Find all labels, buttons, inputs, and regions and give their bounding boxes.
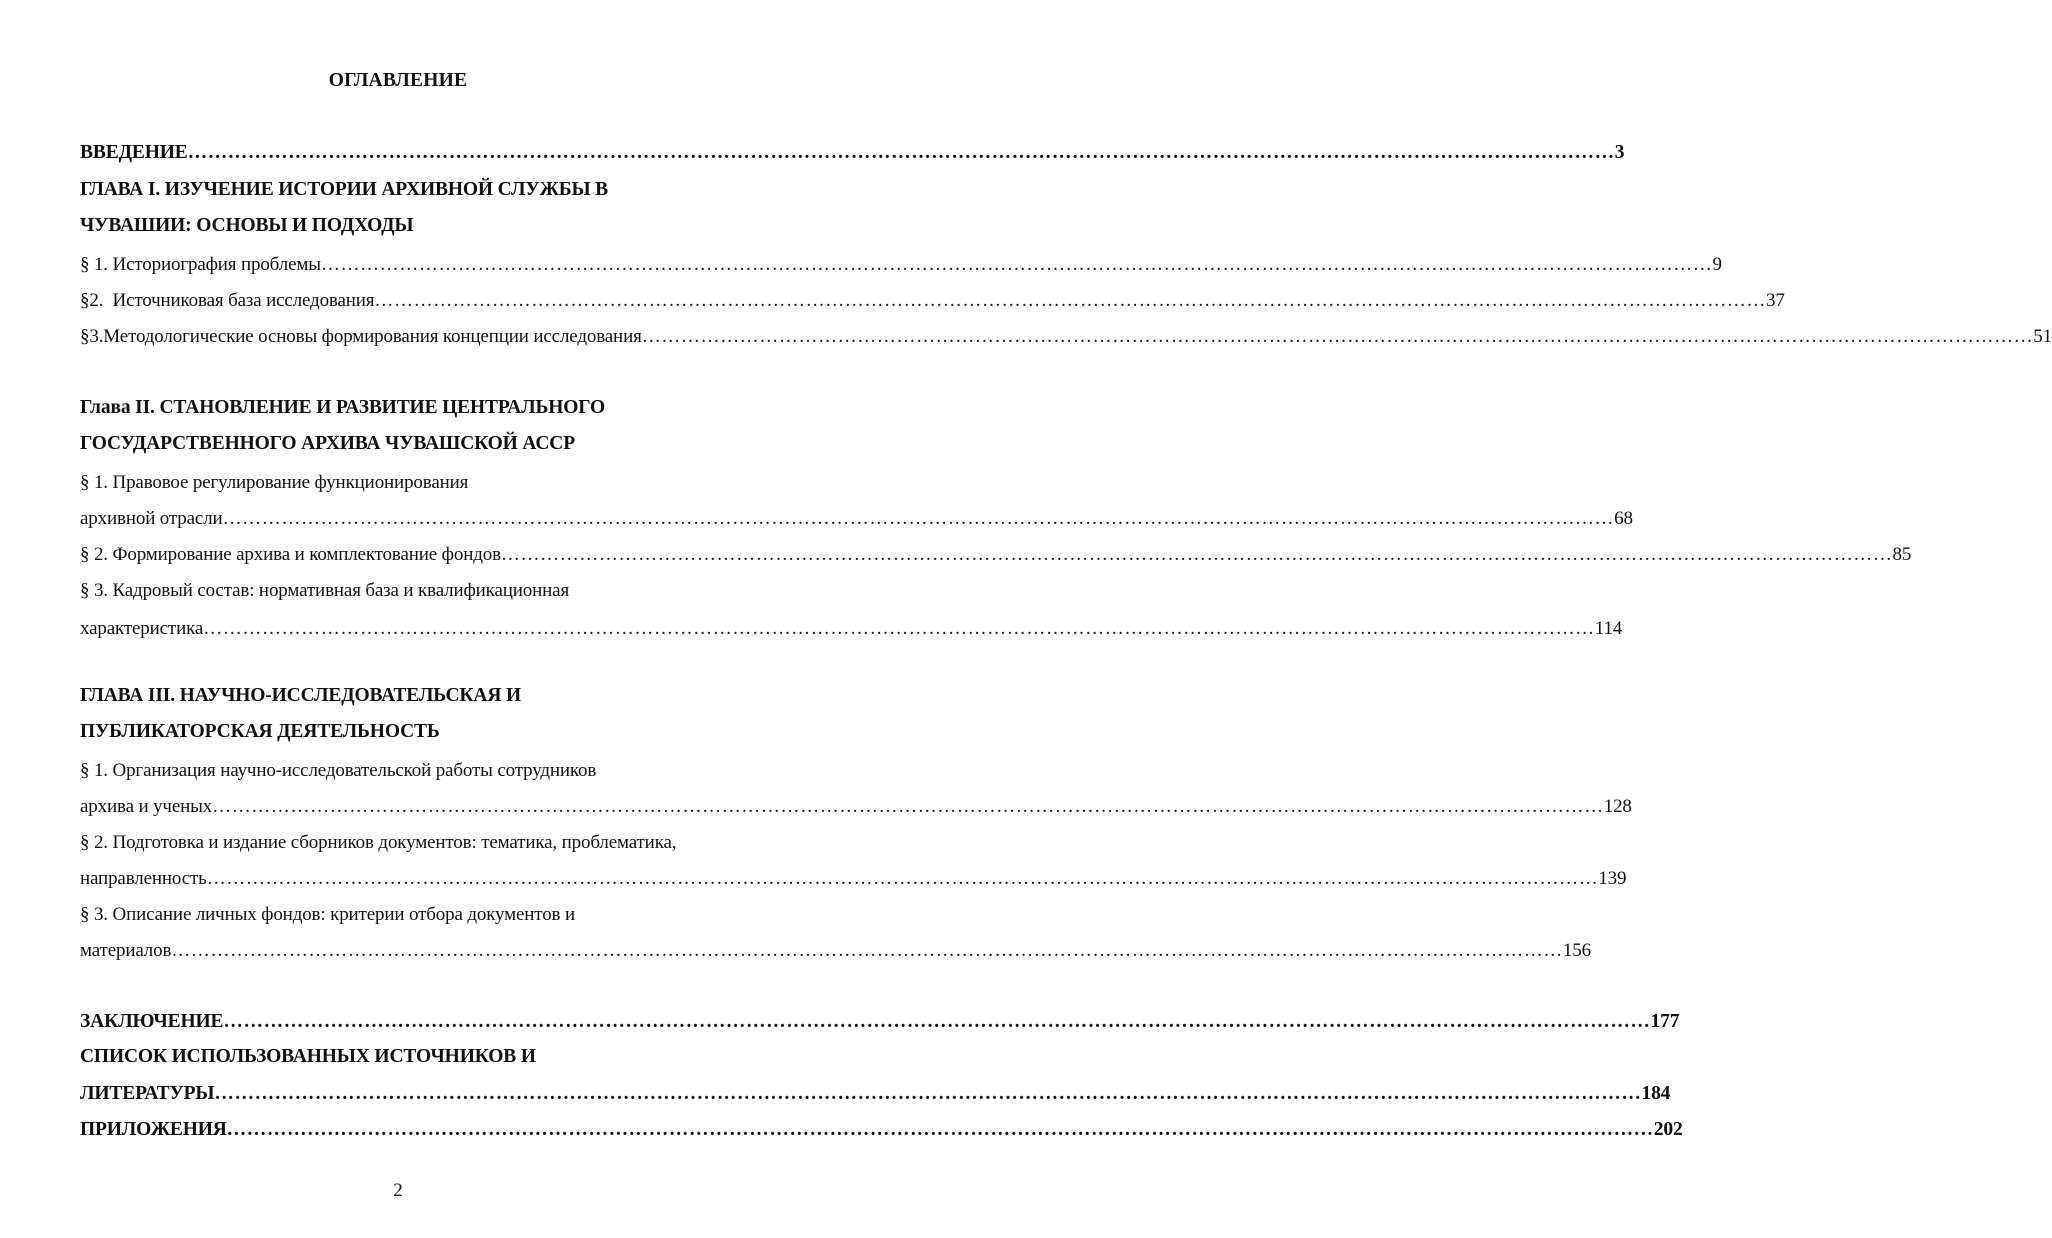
entry-label: материалов [80, 940, 172, 961]
toc-entry-conclusion[interactable] [80, 1010, 1680, 1034]
dot-leader: …………………………………………………………………………………………………………………………………………………………………………………………… [223, 1011, 1651, 1032]
dot-leader: …………………………………………………………………………………………………………………………………………………………………………………………… [203, 618, 1595, 639]
chapter-2-heading-line-2[interactable]: ГОСУДАРСТВЕННОГО АРХИВА ЧУВАШСКОЙ АССР [80, 433, 575, 454]
entry-label: ЗАКЛЮЧЕНИЕ [80, 1011, 224, 1032]
entry-page: 177 [1650, 1011, 1680, 1032]
chapter-1-heading-line-1[interactable]: ГЛАВА I. ИЗУЧЕНИЕ ИСТОРИИ АРХИВНОЙ СЛУЖБЫ В [80, 179, 609, 200]
entry-label: §2. Источниковая база исследования [80, 290, 375, 311]
chapter-3-heading-line-2[interactable]: ПУБЛИКАТОРСКАЯ ДЕЯТЕЛЬНОСТЬ [80, 721, 440, 742]
toc-entry-ch2-s3-line-1[interactable]: § 3. Кадровый состав: нормативная база и квалификационная [80, 580, 570, 601]
entry-label: § 1. Историография проблемы [80, 254, 321, 275]
page-number: 2 [393, 1180, 403, 1201]
toc-entry-ch3-s1-line-1[interactable]: § 1. Организация научно-исследовательской работы сотрудников [80, 760, 597, 781]
dot-leader: …………………………………………………………………………………………………………………………………………………………………………………………… [320, 254, 1713, 275]
entry-label: архива и ученых [80, 796, 213, 817]
chapter-2-heading-line-1[interactable]: Глава II. СТАНОВЛЕНИЕ И РАЗВИТИЕ ЦЕНТРАЛЬНОГО [80, 397, 606, 418]
dot-leader: …………………………………………………………………………………………………………………………………………………………………………………………… [212, 796, 1604, 817]
toc-entry-ch1-s3[interactable] [80, 325, 2052, 349]
entry-page: 3 [1614, 142, 1625, 163]
toc-entry-sources-line-1[interactable]: СПИСОК ИСПОЛЬЗОВАННЫХ ИСТОЧНИКОВ И [80, 1046, 536, 1067]
entry-page: 68 [1614, 508, 1633, 529]
entry-page: 9 [1712, 254, 1722, 275]
entry-label: ВВЕДЕНИЕ [80, 142, 188, 163]
toc-entry-appendix[interactable] [80, 1118, 1683, 1142]
entry-label: § 2. Формирование архива и комплектование фондов [80, 544, 501, 565]
dot-leader: …………………………………………………………………………………………………………………………………………………………………………………………… [187, 142, 1615, 163]
dot-leader: …………………………………………………………………………………………………………………………………………………………………………………………… [171, 940, 1563, 961]
toc-entry-ch3-s2-line-1[interactable]: § 2. Подготовка и издание сборников документов: тематика, проблематика, [80, 832, 677, 853]
entry-page: 202 [1653, 1119, 1683, 1140]
toc-entry-ch2-s1[interactable] [80, 507, 1633, 531]
dot-leader: …………………………………………………………………………………………………………………………………………………………………………………………… [641, 326, 2034, 347]
entry-label: архивной отрасли [80, 508, 223, 529]
entry-page: 128 [1603, 796, 1632, 817]
entry-page: 37 [1766, 290, 1785, 311]
entry-label: ЛИТЕРАТУРЫ [80, 1083, 215, 1104]
toc-entry-intro[interactable] [80, 141, 1625, 165]
entry-label: характеристика [80, 618, 204, 639]
toc-entry-ch3-s2[interactable] [80, 867, 1627, 891]
chapter-1-heading-line-2[interactable]: ЧУВАШИИ: ОСНОВЫ И ПОДХОДЫ [80, 215, 414, 236]
entry-label: ПРИЛОЖЕНИЯ [80, 1119, 227, 1140]
toc-entry-ch2-s1-line-1[interactable]: § 1. Правовое регулирование функционирования [80, 472, 469, 493]
entry-page: 139 [1598, 868, 1627, 889]
dot-leader: …………………………………………………………………………………………………………………………………………………………………………………………… [222, 508, 1615, 529]
entry-page: 51 [2033, 326, 2052, 347]
dot-leader: …………………………………………………………………………………………………………………………………………………………………………………………… [500, 544, 1893, 565]
toc-entry-ch3-s1[interactable] [80, 795, 1632, 819]
entry-label: §3.Методологические основы формирования концепции исследования [80, 326, 642, 347]
dot-leader: …………………………………………………………………………………………………………………………………………………………………………………………… [206, 868, 1599, 889]
dot-leader: …………………………………………………………………………………………………………………………………………………………………………………………… [374, 290, 1767, 311]
entry-page: 114 [1594, 618, 1623, 639]
entry-label: направленность [80, 868, 207, 889]
toc-entry-ch3-s3[interactable] [80, 939, 1591, 963]
toc-entry-ch1-s1[interactable] [80, 253, 1722, 277]
dot-leader: …………………………………………………………………………………………………………………………………………………………………………………………… [214, 1083, 1642, 1104]
page-title: ОГЛАВЛЕНИЕ [328, 70, 468, 91]
chapter-3-heading-line-1[interactable]: ГЛАВА III. НАУЧНО-ИССЛЕДОВАТЕЛЬСКАЯ И [80, 685, 521, 706]
toc-entry-sources[interactable] [80, 1082, 1671, 1106]
dot-leader: …………………………………………………………………………………………………………………………………………………………………………………………… [226, 1119, 1654, 1140]
toc-entry-ch2-s3[interactable] [80, 617, 1623, 641]
entry-page: 85 [1892, 544, 1912, 565]
toc-entry-ch2-s2[interactable] [80, 543, 1912, 567]
entry-page: 156 [1562, 940, 1591, 961]
entry-page: 184 [1641, 1083, 1671, 1104]
toc-entry-ch3-s3-line-1[interactable]: § 3. Описание личных фондов: критерии отбора документов и [80, 904, 575, 925]
toc-entry-ch1-s2[interactable] [80, 289, 1785, 313]
